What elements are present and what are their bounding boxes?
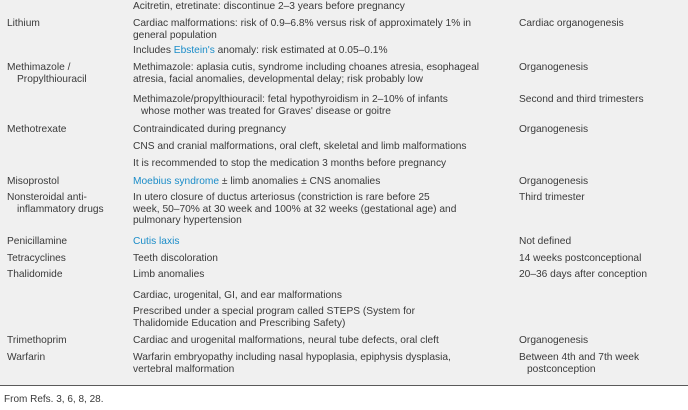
moebius-syndrome-link[interactable]: Moebius syndrome bbox=[133, 176, 220, 187]
table-footnote: From Refs. 3, 6, 8, 28. bbox=[4, 394, 104, 405]
drug-cell: Methimazole / Propylthiouracil bbox=[7, 62, 87, 85]
effect-cell: In utero closure of ductus arteriosus (constriction is rare before 25 week, 50–70% at 30 week and 100% at 32 weeks (gestational age) and pulmonary hypertension bbox=[133, 192, 457, 226]
period-cell: Organogenesis bbox=[519, 62, 589, 73]
cutis-laxis-link[interactable]: Cutis laxis bbox=[133, 236, 180, 247]
effect-cell: Warfarin embryopathy including nasal hypoplasia, epiphysis dysplasia, vertebral malformation bbox=[133, 352, 451, 375]
effect-cell: Cardiac, urogenital, GI, and ear malformations bbox=[133, 290, 342, 301]
table-bottom-rule bbox=[0, 385, 688, 386]
period-cell: Organogenesis bbox=[519, 335, 589, 346]
effect-cell: Methimazole: aplasia cutis, syndrome including choanes atresia, esophageal atresia, facial anomalies, developmental delay; risk probably low bbox=[133, 62, 480, 85]
effect-cell: CNS and cranial malformations, oral cleft, skeletal and limb malformations bbox=[133, 141, 467, 152]
effect-cell: Teeth discoloration bbox=[133, 253, 218, 264]
drug-cell: Warfarin bbox=[7, 352, 46, 363]
drug-cell: Tetracyclines bbox=[7, 253, 66, 264]
effect-cell bbox=[133, 236, 503, 248]
drug-cell: Misoprostol bbox=[7, 176, 60, 187]
period-cell: Organogenesis bbox=[519, 124, 589, 135]
drug-cell: Thalidomide bbox=[7, 269, 63, 280]
drug-cell: Nonsteroidal anti-inflammatory drugs bbox=[7, 192, 104, 215]
drug-cell: Trimethoprim bbox=[7, 335, 67, 346]
effect-cell: Cardiac and urogenital malformations, neural tube defects, oral cleft bbox=[133, 335, 439, 346]
period-cell: 14 weeks postconceptional bbox=[519, 253, 642, 264]
period-cell: Organogenesis bbox=[519, 176, 589, 187]
drug-cell: Penicillamine bbox=[7, 236, 68, 247]
effect-cell: Cardiac malformations: risk of 0.9–6.8% versus risk of approximately 1% in general population bbox=[133, 18, 472, 41]
ebstein-link[interactable]: Ebstein's bbox=[173, 45, 215, 56]
drug-cell: Methotrexate bbox=[7, 124, 67, 135]
effect-cell: Contraindicated during pregnancy bbox=[133, 124, 286, 135]
effect-cell: Methimazole/propylthiouracil: fetal hypothyroidism in 2–10% of infants whose mother was treated for Graves' disease or goitre bbox=[133, 94, 448, 117]
effect-cell: Includes Ebstein's anomaly: risk estimated at 0.05–0.1% bbox=[133, 45, 388, 56]
period-cell: Third trimester bbox=[519, 192, 585, 203]
period-cell: Between 4th and 7th week postconception bbox=[519, 352, 640, 375]
effect-cell: Prescribed under a special program called STEPS (System for Thalidomide Education and Prescribing Safety) bbox=[133, 306, 415, 329]
period-cell: Not defined bbox=[519, 236, 572, 247]
effect-cell: Acitretin, etretinate: discontinue 2–3 years before pregnancy bbox=[133, 1, 405, 12]
effect-cell: Limb anomalies bbox=[133, 269, 205, 280]
period-cell: Second and third trimesters bbox=[519, 94, 644, 105]
period-cell: 20–36 days after conception bbox=[519, 269, 648, 280]
effect-cell: Moebius syndrome ± limb anomalies ± CNS anomalies bbox=[133, 176, 381, 187]
effect-cell: It is recommended to stop the medication 3 months before pregnancy bbox=[133, 158, 447, 169]
period-cell: Cardiac organogenesis bbox=[519, 18, 624, 29]
drug-cell: Lithium bbox=[7, 18, 40, 29]
